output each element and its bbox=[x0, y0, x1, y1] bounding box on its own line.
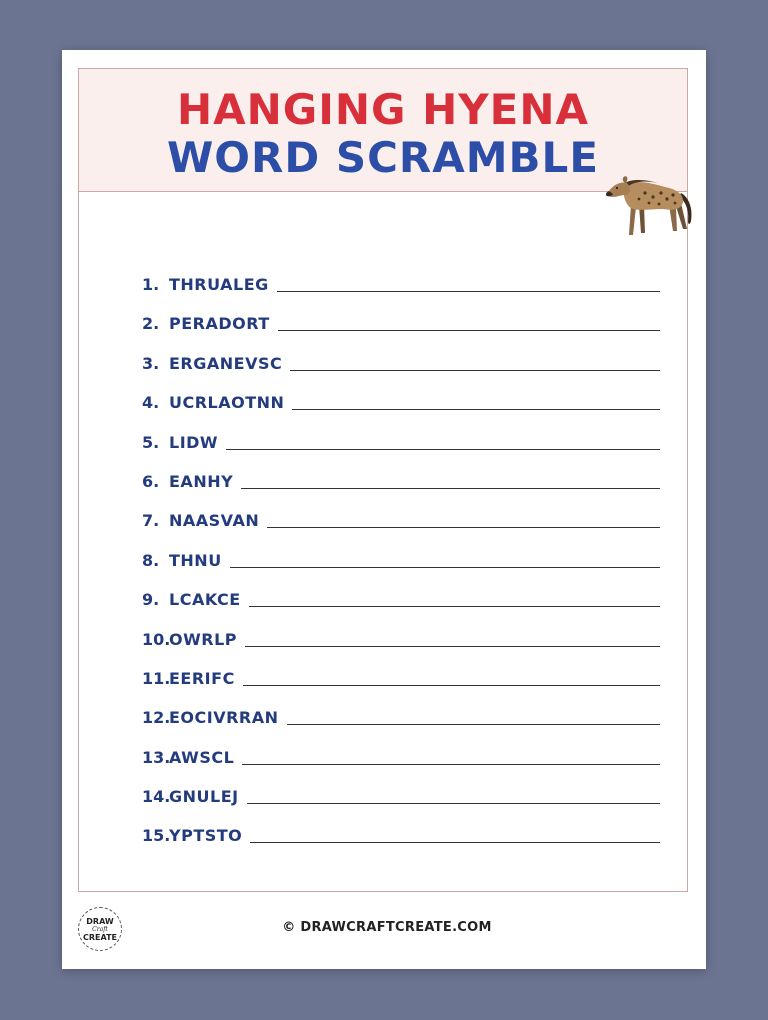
scrambled-word: PERADORT bbox=[169, 314, 270, 334]
title-banner bbox=[79, 69, 687, 192]
list-item bbox=[142, 786, 660, 825]
item-number: 4. bbox=[142, 393, 160, 413]
worksheet-frame bbox=[78, 68, 688, 892]
scrambled-word: LIDW bbox=[169, 432, 219, 452]
scramble-list bbox=[142, 274, 660, 865]
list-item bbox=[142, 510, 660, 549]
answer-line[interactable] bbox=[230, 552, 660, 568]
list-item bbox=[142, 353, 660, 392]
title-line-2: WORD SCRAMBLE bbox=[166, 133, 600, 182]
list-item bbox=[142, 629, 660, 668]
item-number: 6. bbox=[142, 471, 160, 491]
answer-line[interactable] bbox=[267, 512, 660, 528]
scrambled-word: GNULEJ bbox=[169, 787, 239, 807]
logo-line-3: CREATE bbox=[83, 932, 117, 942]
item-number: 7. bbox=[142, 511, 160, 531]
item-number: 3. bbox=[142, 353, 160, 373]
answer-line[interactable] bbox=[277, 276, 660, 292]
list-item bbox=[142, 747, 660, 786]
scrambled-word: NAASVAN bbox=[169, 511, 260, 531]
answer-line[interactable] bbox=[278, 315, 660, 331]
scrambled-word: YPTSTO bbox=[169, 826, 243, 846]
answer-line[interactable] bbox=[245, 631, 660, 647]
item-number: 2. bbox=[142, 314, 160, 334]
item-number: 8. bbox=[142, 550, 160, 570]
scrambled-word: EANHY bbox=[169, 471, 234, 491]
item-number: 11. bbox=[142, 668, 171, 688]
copyright-footer: © DRAWCRAFTCREATE.COM bbox=[282, 920, 492, 935]
answer-line[interactable] bbox=[242, 749, 660, 765]
answer-line[interactable] bbox=[241, 473, 660, 489]
answer-line[interactable] bbox=[249, 591, 660, 607]
scrambled-word: THRUALEG bbox=[169, 275, 269, 294]
worksheet-page bbox=[62, 50, 706, 969]
scrambled-word: OWRLP bbox=[169, 629, 237, 649]
answer-line[interactable] bbox=[250, 827, 660, 843]
list-item bbox=[142, 471, 660, 510]
scrambled-word: EOCIVRRAN bbox=[169, 708, 279, 728]
list-item bbox=[142, 668, 660, 707]
answer-line[interactable] bbox=[292, 394, 660, 410]
item-number: 12. bbox=[142, 708, 171, 728]
item-number: 15. bbox=[142, 826, 171, 846]
item-number: 9. bbox=[142, 590, 160, 610]
item-number: 1. bbox=[142, 275, 160, 294]
scrambled-word: LCAKCE bbox=[169, 590, 241, 610]
answer-line[interactable] bbox=[287, 709, 660, 725]
logo-line-1: DRAW bbox=[86, 916, 114, 926]
answer-line[interactable] bbox=[247, 788, 660, 804]
scrambled-word: EERIFC bbox=[169, 668, 235, 688]
list-item bbox=[142, 313, 660, 352]
hyena-illustration bbox=[603, 169, 699, 243]
scrambled-word: THNU bbox=[169, 550, 222, 570]
list-item bbox=[142, 274, 660, 313]
title-line-1: HANGING HYENA bbox=[176, 85, 590, 134]
scrambled-word: AWSCL bbox=[169, 747, 235, 767]
list-item bbox=[142, 432, 660, 471]
item-number: 14. bbox=[142, 787, 171, 807]
item-number: 13. bbox=[142, 747, 171, 767]
list-item bbox=[142, 550, 660, 589]
list-item bbox=[142, 707, 660, 746]
scrambled-word: UCRLAOTNN bbox=[169, 393, 285, 413]
answer-line[interactable] bbox=[226, 434, 660, 450]
answer-line[interactable] bbox=[290, 355, 660, 371]
list-item bbox=[142, 392, 660, 431]
item-number: 5. bbox=[142, 432, 160, 452]
list-item bbox=[142, 589, 660, 628]
answer-line[interactable] bbox=[243, 670, 660, 686]
scrambled-word: ERGANEVSC bbox=[169, 353, 283, 373]
item-number: 10. bbox=[142, 629, 171, 649]
list-item bbox=[142, 825, 660, 864]
logo-line-2: Craft bbox=[92, 925, 108, 933]
